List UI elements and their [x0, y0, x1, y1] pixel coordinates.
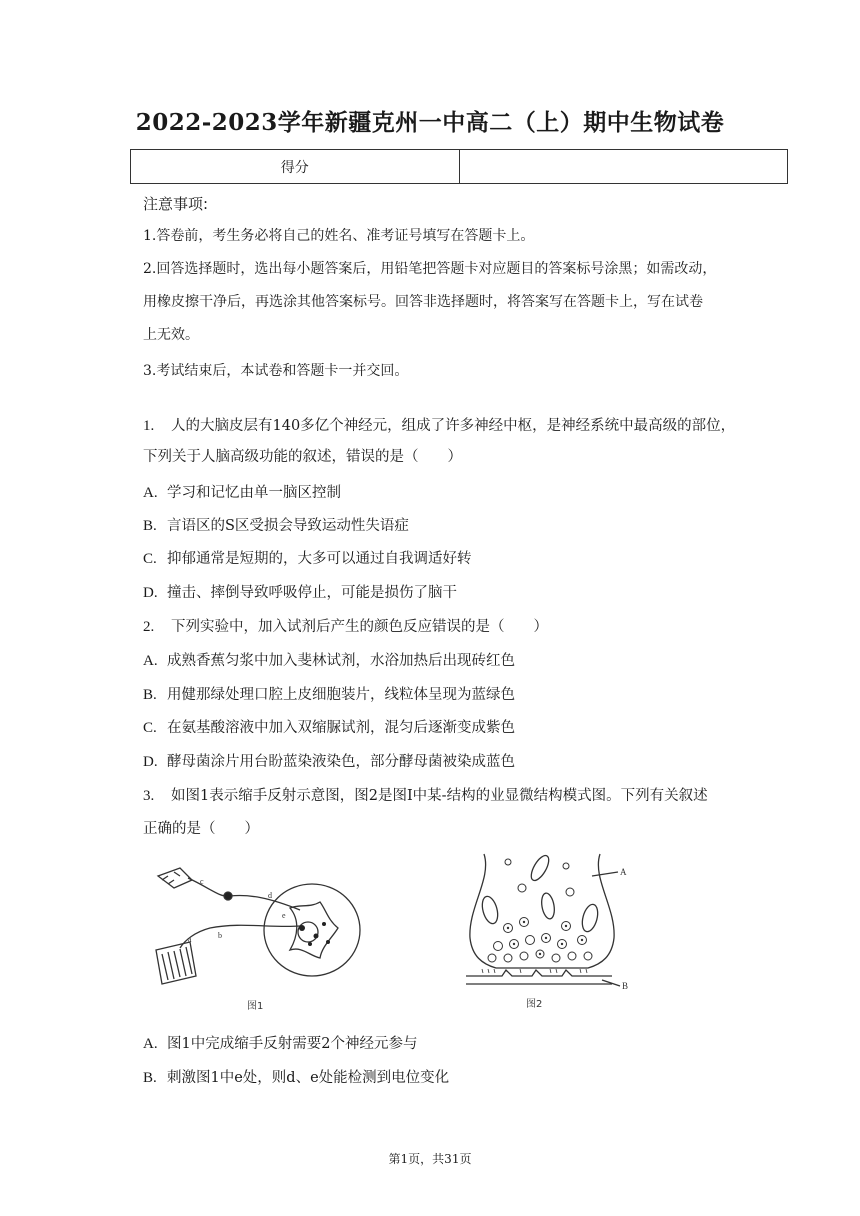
svg-text:a: a [188, 935, 192, 944]
notice-line: 1.答卷前，考生务必将自己的姓名、准考证号填写在答题卡上。 [143, 228, 535, 244]
q1-option-a[interactable]: A. 学习和记忆由单一脑区控制 [143, 485, 341, 501]
svg-text:e: e [282, 911, 286, 920]
q2-option-d[interactable]: D. 酵母菌涂片用台盼蓝染液染色，部分酵母菌被染成蓝色 [143, 754, 515, 770]
question-3-stem: 3. 如图1表示缩手反射示意图，图2是图I中某-结构的业显微结构模式图。下列有关叙述 [143, 788, 708, 804]
score-table [130, 149, 788, 184]
question-number: 3. [143, 788, 155, 804]
notice-line: 上无效。 [143, 327, 199, 343]
notice-line: 2.回答选择题时，选出每小题答案后，用铅笔把答题卡对应题目的答案标号涂黑；如需改动， [143, 261, 717, 277]
svg-text:b: b [218, 931, 222, 940]
figure-2-label-b: B [622, 981, 629, 991]
score-label: 得分 [131, 150, 460, 184]
figure-1-reflex-arc [150, 858, 370, 1008]
q2-option-c[interactable]: C. 在氨基酸溶液中加入双缩脲试剂，混匀后逐渐变成紫色 [143, 720, 515, 736]
notice-line: 用橡皮擦干净后，再选涂其他答案标号。回答非选择题时，将答案写在答题卡上，写在试卷 [143, 294, 703, 310]
question-number: 1. [143, 418, 155, 434]
q3-option-b[interactable]: B. 刺激图1中e处，则d、e处能检测到电位变化 [143, 1070, 450, 1086]
notice-line: 3.考试结束后，本试卷和答题卡一并交回。 [143, 363, 409, 379]
figure-2-synapse [462, 848, 634, 993]
figure-1-caption: 图1 [247, 1001, 264, 1012]
question-3-stem-cont: 正确的是（ ） [143, 821, 259, 837]
score-value [459, 150, 788, 184]
page-footer: 第1页，共31页 [388, 1152, 472, 1166]
q1-option-c[interactable]: C. 抑郁通常是短期的，大多可以通过自我调适好转 [143, 551, 472, 567]
notice-heading: 注意事项: [143, 195, 209, 213]
question-1-stem-cont: 下列关于人脑高级功能的叙述，错误的是（ ） [143, 449, 462, 465]
q2-option-b[interactable]: B. 用健那绿处理口腔上皮细胞装片，线粒体呈现为蓝绿色 [143, 687, 515, 703]
svg-text:c: c [200, 877, 204, 886]
page-title: 2022-2023学年新疆克州一中高二（上）期中生物试卷 [135, 109, 725, 136]
q2-option-a[interactable]: A. 成熟香蕉匀浆中加入斐林试剂，水浴加热后出现砖红色 [143, 653, 515, 669]
figure-2-label-a: A [620, 867, 627, 877]
question-1-stem: 1. 人的大脑皮层有140多亿个神经元，组成了许多神经中枢，是神经系统中最高级的部位， [143, 418, 736, 434]
q3-option-a[interactable]: A. 图1中完成缩手反射需要2个神经元参与 [143, 1036, 418, 1052]
figure-2-caption: 图2 [526, 999, 543, 1010]
question-2-stem: 2. 下列实验中，加入试剂后产生的颜色反应错误的是（ ） [143, 619, 548, 635]
question-number: 2. [143, 619, 155, 635]
q1-option-d[interactable]: D. 撞击、摔倒导致呼吸停止，可能是损伤了脑干 [143, 585, 457, 601]
svg-text:d: d [268, 891, 272, 900]
q1-option-b[interactable]: B. 言语区的S区受损会导致运动性失语症 [143, 518, 409, 534]
